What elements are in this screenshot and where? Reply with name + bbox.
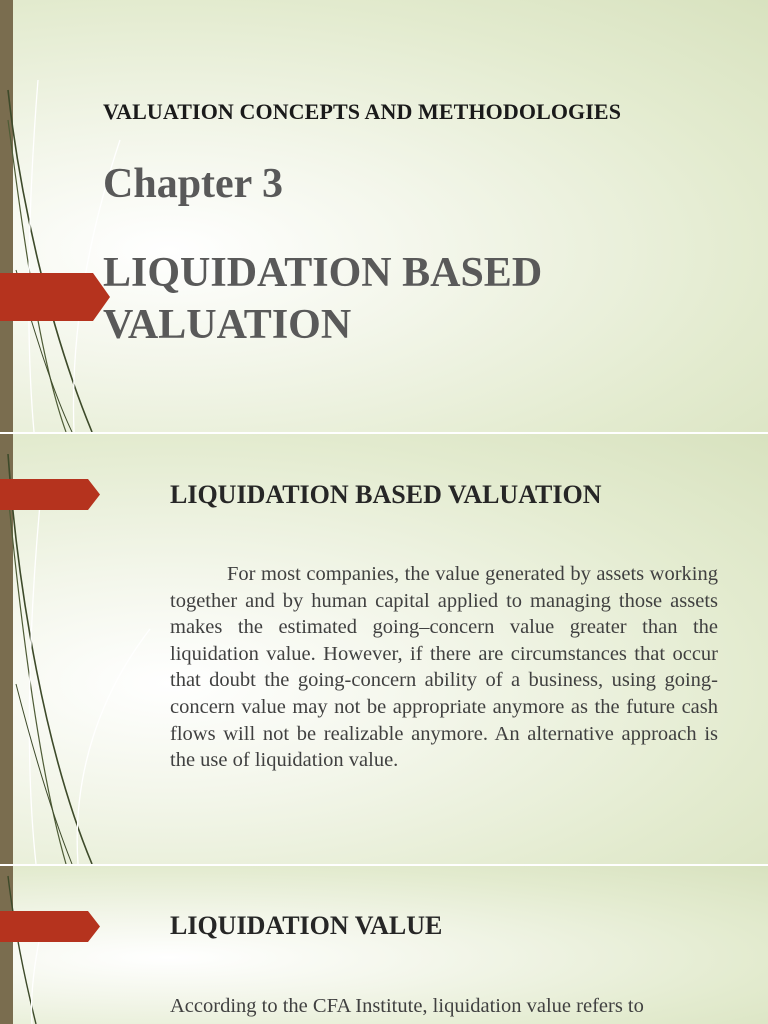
left-accent-bar: [0, 866, 13, 1024]
section-heading: LIQUIDATION BASED VALUATION: [170, 480, 602, 509]
red-arrow-marker: [0, 273, 110, 321]
section-heading: LIQUIDATION VALUE: [170, 911, 443, 940]
slide-title: LIQUIDATION BASED VALUATION: [103, 250, 543, 348]
decorative-lines: [0, 0, 130, 432]
presentation-subtitle: VALUATION CONCEPTS AND METHODOLOGIES: [103, 99, 622, 124]
body-paragraph: For most companies, the value generated by assets working together and by human capital applied to managing those assets makes the estimated going–concern value greater than the liquidation value. However, if there are circumstances that occur that doubt the going-concern ability of a business, using going-concern value may not be appropriate anymore as the future cash flows will not be realizable anymore. An alternative approach is the use of liquidation value.: [170, 563, 718, 772]
slide-1: [0, 0, 768, 432]
body-paragraph: According to the CFA Institute, liquidation value refers to: [170, 995, 644, 1017]
slide-3: [0, 866, 768, 1024]
red-arrow-marker: [0, 479, 100, 510]
decorative-lines: [0, 866, 170, 1024]
left-accent-bar: [0, 0, 13, 432]
chapter-label: Chapter 3: [103, 161, 284, 207]
red-arrow-marker: [0, 911, 100, 942]
slide-2: [0, 434, 768, 864]
